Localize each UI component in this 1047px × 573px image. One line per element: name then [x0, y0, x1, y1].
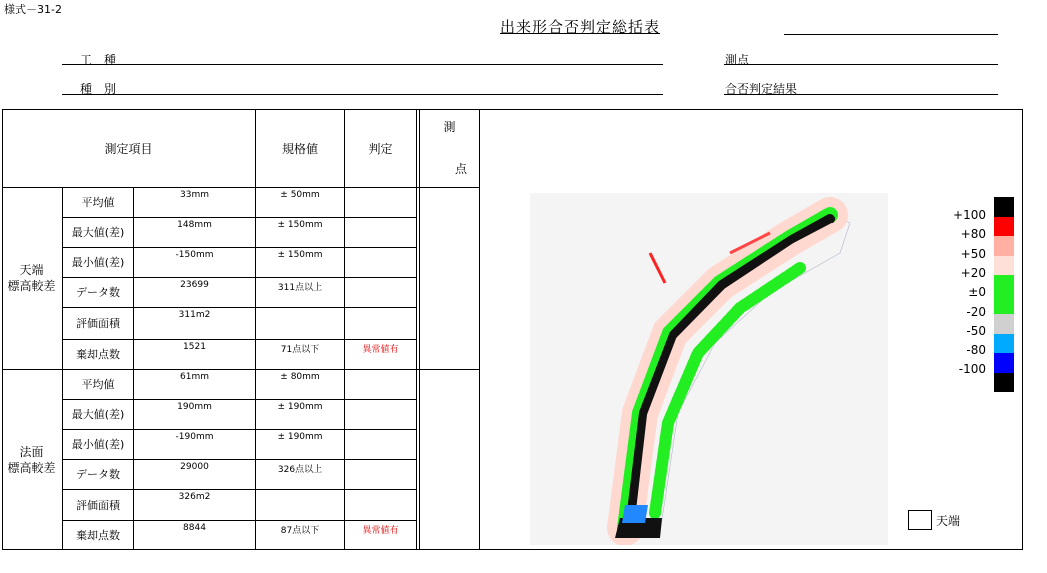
row-name: データ数 [76, 468, 120, 481]
col-point-header-bottom: 点 [454, 161, 467, 176]
row-judge [345, 277, 416, 307]
row-spec: ± 150mm [277, 220, 323, 230]
row-judge: 異常値有 [362, 345, 399, 355]
row-value: 8844 [183, 523, 206, 533]
page-title: 出来形合否判定総括表 [500, 18, 661, 36]
col-item-header: 測定項目 [104, 142, 153, 156]
legend-label: +100 [953, 208, 986, 222]
row-spec [256, 307, 344, 339]
row-name: データ数 [76, 286, 120, 299]
row-value: 148mm [177, 220, 212, 230]
row-name: 棄却点数 [76, 348, 120, 361]
category-line [62, 94, 663, 95]
row-spec: ± 80mm [280, 372, 320, 382]
row-judge [345, 489, 416, 520]
legend-swatch [994, 353, 1014, 373]
row-value: 23699 [180, 280, 209, 290]
row-value: 61mm [180, 372, 209, 382]
legend-label: +80 [960, 227, 986, 242]
row-judge: 異常値有 [362, 526, 399, 536]
row-spec: 87点以下 [280, 526, 320, 536]
legend-label: -100 [958, 362, 986, 377]
row-name: 平均値 [81, 196, 115, 209]
row-judge [345, 307, 416, 339]
row-judge [345, 399, 416, 429]
row-name: 最大値(差) [71, 226, 125, 239]
row-judge [345, 459, 416, 489]
col-judge-header: 判定 [368, 142, 393, 156]
legend-swatch [994, 275, 1014, 295]
legend-swatch [994, 236, 1014, 256]
category-label: 種 別 [80, 82, 117, 96]
legend-swatch [994, 217, 1014, 237]
group-label-crest-line1: 天端 [19, 263, 44, 277]
row-judge [345, 369, 416, 399]
row-spec: ± 190mm [277, 432, 323, 442]
row-value: -150mm [175, 250, 214, 260]
legend-color-bar [994, 197, 1014, 392]
col-point-header-top: 測 [443, 119, 456, 134]
legend-swatch [994, 197, 1014, 217]
group-label-slope [2, 440, 61, 480]
row-name: 最小値(差) [71, 256, 125, 269]
measure-point-line [724, 64, 998, 65]
result-label: 合否判定結果 [725, 82, 798, 96]
result-line [724, 94, 998, 95]
work-type-label: 工 種 [80, 53, 117, 67]
legend-label: ±0 [968, 285, 986, 300]
legend-key-box [908, 510, 932, 530]
row-value: 1521 [183, 342, 206, 352]
row-value: 311m2 [178, 310, 211, 320]
row-spec: 71点以下 [280, 345, 320, 355]
row-spec: ± 150mm [277, 250, 323, 260]
row-spec: ± 190mm [277, 402, 323, 412]
legend-key-label: 天端 [936, 514, 961, 528]
legend-label: +50 [960, 246, 986, 261]
measure-point-label: 測点 [725, 53, 750, 67]
row-name: 評価面積 [76, 317, 120, 330]
legend-label: -50 [966, 323, 986, 338]
row-value: 29000 [180, 462, 209, 472]
legend-label: -20 [966, 304, 986, 319]
legend-swatch [994, 334, 1014, 354]
row-name: 最小値(差) [71, 438, 125, 451]
row-spec: 311点以上 [277, 283, 323, 293]
col-spec-header: 規格値 [281, 142, 318, 156]
legend-swatch [994, 295, 1014, 315]
group-label-crest-line2: 標高較差 [7, 279, 56, 293]
row-judge [345, 187, 416, 217]
group-label-crest [2, 258, 61, 298]
row-judge [345, 217, 416, 247]
heatmap-figure [530, 193, 888, 545]
row-name: 平均値 [81, 378, 115, 391]
row-value: 190mm [177, 402, 212, 412]
row-value: 326m2 [178, 492, 211, 502]
row-name: 最大値(差) [71, 408, 125, 421]
row-value: 33mm [180, 190, 209, 200]
row-spec: ± 50mm [280, 190, 320, 200]
work-type-line [62, 64, 663, 65]
row-judge [345, 429, 416, 459]
row-name: 棄却点数 [76, 529, 120, 542]
row-name: 評価面積 [76, 498, 120, 512]
legend-label: +20 [960, 265, 986, 280]
row-value: -190mm [175, 432, 214, 442]
signature-line [784, 34, 998, 35]
form-id: 様式－31-2 [4, 3, 62, 16]
grid-vline-judge-right [416, 110, 417, 550]
row-spec: 326点以上 [277, 465, 323, 475]
heatmap-background [530, 193, 888, 545]
group-label-slope-line1: 法面 [19, 445, 44, 459]
group-label-slope-line2: 標高較差 [7, 461, 56, 475]
row-spec [256, 489, 344, 520]
legend-swatch [994, 256, 1014, 276]
legend-swatch [994, 314, 1014, 334]
row-judge [345, 247, 416, 277]
heatmap-end-blue [622, 505, 648, 523]
legend-swatch [994, 373, 1014, 393]
legend-label: -80 [966, 343, 986, 358]
